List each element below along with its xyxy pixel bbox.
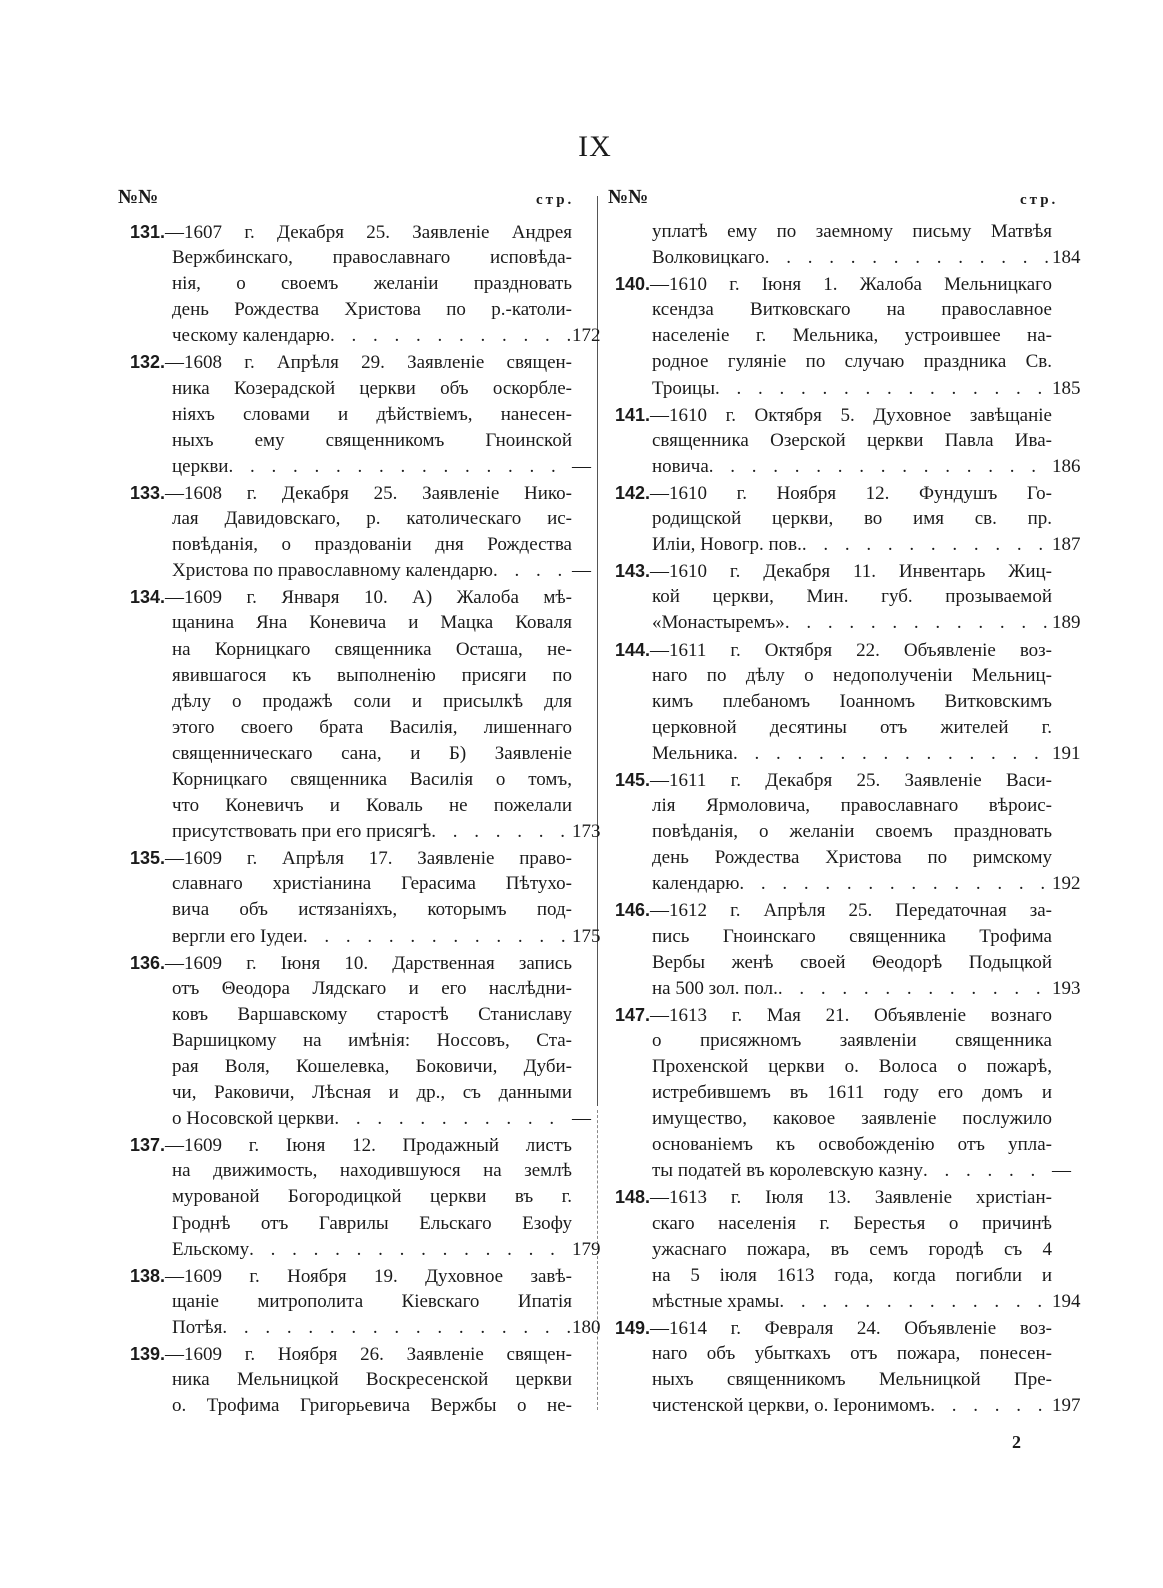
toc-line xyxy=(130,1028,582,1054)
dot-leader xyxy=(715,376,1052,402)
toc-line xyxy=(130,741,582,767)
entry-text: церковной десятины отъ жителей г. xyxy=(652,716,1052,738)
entry-text: церкви xyxy=(172,455,229,477)
toc-line xyxy=(130,219,582,245)
entry-text: что Коневичъ и Коваль не пожелали xyxy=(172,795,572,817)
toc-entry xyxy=(130,480,591,584)
toc-line xyxy=(130,845,582,871)
toc-line xyxy=(615,323,1070,349)
toc-line xyxy=(130,402,582,428)
entry-number: 147. xyxy=(615,1004,651,1025)
dot-leader xyxy=(249,1237,572,1263)
entry-number: 135. xyxy=(130,848,166,869)
toc-line xyxy=(615,976,1081,1002)
entry-text: —1609 г. Іюня 10. Дарственная запись xyxy=(165,952,572,974)
entry-text: Троицы xyxy=(652,377,715,399)
toc-line xyxy=(615,428,1070,454)
entry-text: славнаго христіанина Герасима Пѣтухо- xyxy=(172,873,572,895)
entry-text: о присяжномъ заявленіи священника xyxy=(652,1029,1052,1051)
entry-text: —1613 г. Мая 21. Объявленіе вознаго xyxy=(650,1004,1052,1026)
entry-text: наго по дѣлу о недополученіи Мельниц- xyxy=(652,664,1052,686)
entry-text: о. Трофима Григорьевича Вержбы о не- xyxy=(172,1395,572,1417)
toc-entry xyxy=(615,767,1081,897)
entry-text: повѣданія, о желаніи своемъ праздновать xyxy=(652,821,1052,843)
toc-line xyxy=(615,610,1081,636)
toc-line xyxy=(615,1132,1070,1158)
entry-text: Мельника xyxy=(652,742,733,764)
entry-number: 132. xyxy=(130,352,166,373)
toc-entry xyxy=(615,897,1081,1001)
page-number: 197 xyxy=(1052,1395,1081,1417)
dot-leader xyxy=(431,819,572,845)
page-number: 185 xyxy=(1052,377,1081,399)
toc-line xyxy=(130,558,591,584)
entry-text: —1608 г. Декабря 25. Заявленіе Нико- xyxy=(165,482,572,504)
toc-line xyxy=(130,1002,582,1028)
dot-leader xyxy=(778,976,1052,1002)
toc-entry xyxy=(615,1002,1070,1185)
toc-line xyxy=(615,715,1070,741)
toc-line xyxy=(130,871,582,897)
toc-line xyxy=(615,1289,1081,1315)
toc-line xyxy=(615,637,1070,663)
page-number: — xyxy=(1052,1160,1071,1182)
entry-number: 148. xyxy=(615,1187,651,1208)
toc-line xyxy=(130,715,582,741)
left-page-header: стр. xyxy=(536,192,575,208)
entry-text: —1611 г. Октября 22. Объявленіе воз- xyxy=(650,639,1052,661)
toc-line xyxy=(615,741,1081,767)
entry-text: повѣданія, о праздованіи дня Рождества xyxy=(172,534,572,556)
entry-text: день Рождества Христова по р.-католи- xyxy=(172,299,572,321)
entry-number: 144. xyxy=(615,639,651,660)
entry-text: родное гуляніе по случаю праздника Св. xyxy=(652,351,1052,373)
toc-line xyxy=(130,793,582,819)
toc-line xyxy=(615,349,1070,375)
toc-entry xyxy=(130,1132,601,1262)
toc-line xyxy=(130,689,582,715)
entry-text: ника Мельницкой Воскресенской церкви xyxy=(172,1369,572,1391)
toc-line xyxy=(615,689,1070,715)
toc-line xyxy=(615,1237,1070,1263)
toc-line xyxy=(615,480,1070,506)
toc-entry xyxy=(130,584,601,845)
entry-number: 146. xyxy=(615,900,651,921)
entry-number: 138. xyxy=(130,1265,166,1286)
dot-leader xyxy=(739,871,1052,897)
dot-leader xyxy=(709,454,1052,480)
toc-line xyxy=(615,897,1070,923)
entry-text: священника Озерской церкви Павла Ива- xyxy=(652,429,1052,451)
toc-line xyxy=(615,663,1070,689)
entry-text: щаніе митрополита Кіевскаго Ипатія xyxy=(172,1290,572,1312)
toc-entry xyxy=(615,1184,1081,1314)
toc-line xyxy=(615,402,1070,428)
toc-entry xyxy=(130,219,601,349)
toc-line xyxy=(615,1158,1070,1184)
toc-line xyxy=(130,245,582,271)
right-number-header: №№ xyxy=(608,186,649,208)
toc-line xyxy=(615,1211,1070,1237)
entry-text: скаго населенія г. Берестья о причинѣ xyxy=(652,1212,1052,1234)
toc-line xyxy=(615,1315,1070,1341)
toc-line xyxy=(615,793,1070,819)
dot-leader xyxy=(733,741,1052,767)
toc-line xyxy=(615,1028,1070,1054)
entry-text: кимъ плебаномъ Іоанномъ Витковскимъ xyxy=(652,690,1052,712)
dot-leader xyxy=(334,1106,572,1132)
right-page-header: стр. xyxy=(1020,192,1059,208)
dot-leader xyxy=(930,1393,1052,1419)
left-column xyxy=(130,219,601,1419)
entry-text: ковъ Варшавскому старостѣ Станиславу xyxy=(172,1003,572,1025)
entry-text: ксендза Витковскаго на православное xyxy=(652,299,1052,321)
toc-line xyxy=(130,323,601,349)
toc-entry xyxy=(615,219,1081,271)
entry-text: —1609 г. Іюня 12. Продажный листъ xyxy=(165,1135,572,1157)
entry-text: уплатѣ ему по заемному письму Матвѣя xyxy=(652,221,1052,242)
toc-line xyxy=(615,767,1070,793)
toc-line xyxy=(130,610,582,636)
toc-line xyxy=(130,376,582,402)
toc-line xyxy=(615,845,1070,871)
entry-text: Гроднѣ отъ Гаврилы Ельскаго Езофу xyxy=(172,1212,572,1234)
page-number: 193 xyxy=(1052,977,1081,999)
entry-text: —1614 г. Февраля 24. Объявленіе воз- xyxy=(650,1317,1052,1339)
entry-text: о Носовской церкви xyxy=(172,1108,335,1130)
entry-number: 145. xyxy=(615,769,651,790)
signature-mark: 2 xyxy=(1012,1432,1021,1452)
entry-text: —1610 г. Іюня 1. Жалоба Мельницкаго xyxy=(650,274,1052,296)
page-number: — xyxy=(572,455,591,477)
dot-leader xyxy=(765,245,1052,271)
entry-text: —1607 г. Декабря 25. Заявленіе Андрея xyxy=(165,222,572,243)
toc-line xyxy=(130,297,582,323)
toc-line xyxy=(130,454,591,480)
toc-line xyxy=(615,1367,1070,1393)
toc-line xyxy=(130,1367,582,1393)
toc-line xyxy=(615,376,1081,402)
entry-text: ужаснаго пожара, въ семъ городѣ съ 4 xyxy=(652,1238,1052,1260)
page-number: 189 xyxy=(1052,612,1081,634)
dot-leader xyxy=(779,1289,1052,1315)
entry-text: —1609 г. Ноября 19. Духовное завѣ- xyxy=(165,1265,572,1287)
toc-entry xyxy=(615,402,1081,480)
entry-text: чи, Раковичи, Лѣсная и др., съ данными xyxy=(172,1082,572,1104)
page-number: 175 xyxy=(572,925,601,947)
toc-line xyxy=(130,1184,582,1210)
entry-text: Прохенской церкви о. Волоса о пожарѣ, xyxy=(652,1056,1052,1077)
entry-text: ніяхъ словами и дѣйствіемъ, нанесен- xyxy=(172,403,572,425)
entry-text: на движимость, находившуюся на землѣ xyxy=(172,1160,572,1182)
dot-leader xyxy=(222,1315,572,1341)
entry-text: основаніемъ къ освобожденію отъ упла- xyxy=(652,1134,1052,1156)
toc-line xyxy=(130,663,582,689)
toc-line xyxy=(615,1393,1081,1419)
toc-line xyxy=(615,1054,1070,1080)
entry-text: Вержбинскаго, православнаго исповѣда- xyxy=(172,247,572,269)
entry-text: лая Давидовскаго, р. католическаго ис- xyxy=(172,508,572,530)
entry-text: Ельскому xyxy=(172,1238,250,1260)
entry-text: календарю xyxy=(652,873,740,895)
entry-number: 143. xyxy=(615,561,651,582)
entry-text: день Рождества Христова по римскому xyxy=(652,847,1052,869)
toc-line xyxy=(615,1263,1070,1289)
entry-number: 133. xyxy=(130,482,166,503)
entry-text: новича xyxy=(652,455,709,477)
entry-text: —1612 г. Апрѣля 25. Передаточная за- xyxy=(650,900,1052,922)
entry-number: 141. xyxy=(615,404,651,425)
toc-entry xyxy=(615,480,1081,558)
entry-text: —1611 г. Декабря 25. Заявленіе Васи- xyxy=(650,769,1052,791)
toc-entry xyxy=(615,637,1081,767)
toc-entry xyxy=(130,1263,601,1341)
toc-line xyxy=(615,219,1070,245)
toc-line xyxy=(615,454,1081,480)
toc-entry xyxy=(130,950,591,1133)
toc-line xyxy=(615,1341,1070,1367)
toc-line xyxy=(130,1263,582,1289)
toc-line xyxy=(130,1080,582,1106)
toc-line xyxy=(130,1211,582,1237)
entry-text: вича объ истязаніяхъ, которымъ под- xyxy=(172,899,572,921)
entry-text: —1610 г. Декабря 11. Инвентарь Жиц- xyxy=(650,561,1052,583)
entry-text: пись Гноинскаго священника Трофима xyxy=(652,925,1052,947)
toc-line xyxy=(130,1158,582,1184)
toc-line xyxy=(615,1080,1070,1106)
entry-text: лія Ярмоловича, православнаго вѣроис- xyxy=(652,795,1052,817)
toc-line xyxy=(130,1054,582,1080)
toc-line xyxy=(130,1132,582,1158)
page-number: 186 xyxy=(1052,455,1081,477)
toc-line xyxy=(130,349,582,375)
toc-line xyxy=(130,950,582,976)
entry-text: Корницкаго священника Василія о томъ, xyxy=(172,768,572,790)
page-number: 194 xyxy=(1052,1290,1081,1312)
entry-text: кой церкви, Мин. губ. прозываемой xyxy=(652,586,1052,608)
toc-line xyxy=(130,637,582,663)
page-number: 172 xyxy=(572,325,601,347)
entry-text: —1610 г. Октября 5. Духовное завѣщаніе xyxy=(650,404,1052,426)
entry-text: этого своего брата Василія, лишеннаго xyxy=(172,716,572,738)
entry-text: ты податей въ королевскую казну xyxy=(652,1160,923,1182)
entry-text: истребившемъ въ 1611 году его домъ и xyxy=(652,1082,1052,1104)
entry-text: ника Козерадской церкви объ оскорбле- xyxy=(172,377,572,399)
toc-line xyxy=(130,480,582,506)
toc-line xyxy=(615,506,1070,532)
entry-text: Варшицкому на имѣнія: Носсовъ, Ста- xyxy=(172,1029,572,1051)
toc-line xyxy=(615,271,1070,297)
entry-text: присутствовать при его присягѣ xyxy=(172,821,432,843)
toc-line xyxy=(130,506,582,532)
entry-text: Волковицкаго xyxy=(652,247,765,269)
entry-text: на 5 іюля 1613 года, когда погибли и xyxy=(652,1264,1052,1286)
toc-line xyxy=(615,1184,1070,1210)
entry-text: чистенской церкви, о. Іеронимомъ xyxy=(652,1395,931,1417)
toc-line xyxy=(130,1315,601,1341)
toc-line xyxy=(130,897,582,923)
toc-line xyxy=(130,1341,582,1367)
page-number: 187 xyxy=(1052,534,1081,556)
toc-line xyxy=(130,1237,601,1263)
entry-number: 140. xyxy=(615,274,651,295)
toc-line xyxy=(615,950,1070,976)
toc-line xyxy=(130,976,582,1002)
entry-text: родищской церкви, во имя св. пр. xyxy=(652,508,1052,530)
entry-text: явившагося къ выполненію присяги по xyxy=(172,664,572,686)
toc-line xyxy=(615,558,1070,584)
entry-number: 134. xyxy=(130,587,166,608)
page-number: 180 xyxy=(572,1316,601,1338)
toc-entry xyxy=(615,1315,1081,1419)
toc-entry xyxy=(130,1341,582,1419)
toc-line xyxy=(615,1002,1070,1028)
dot-leader xyxy=(785,610,1052,636)
page-number: 173 xyxy=(572,821,601,843)
entry-text: мурованой Богородицкой церкви въ г. xyxy=(172,1186,572,1208)
entry-text: на Корницкаго священника Осташа, не- xyxy=(172,638,572,660)
toc-line xyxy=(130,428,582,454)
entry-text: —1608 г. Апрѣля 29. Заявленіе священ- xyxy=(165,352,572,374)
toc-line xyxy=(615,1106,1070,1132)
entry-number: 137. xyxy=(130,1135,166,1156)
entry-number: 131. xyxy=(130,222,166,242)
entry-number: 142. xyxy=(615,482,651,503)
entry-number: 139. xyxy=(130,1344,166,1365)
toc-line xyxy=(615,297,1070,323)
right-column xyxy=(615,219,1081,1419)
toc-entry xyxy=(130,845,601,949)
dot-leader xyxy=(228,454,572,480)
entry-text: мѣстные храмы xyxy=(652,1290,780,1312)
toc-line xyxy=(615,819,1070,845)
toc-line xyxy=(130,271,582,297)
page-number: 192 xyxy=(1052,873,1081,895)
toc-line xyxy=(130,1289,582,1315)
entry-text: рая Воля, Кошелевка, Боковичи, Дуби- xyxy=(172,1056,572,1077)
left-number-header: №№ xyxy=(118,186,159,208)
toc-entry xyxy=(130,349,591,479)
toc-entry xyxy=(615,558,1081,636)
page-number: 184 xyxy=(1052,247,1081,269)
entry-text: —1609 г. Ноября 26. Заявленіе священ- xyxy=(165,1344,572,1366)
entry-text: «Монастыремъ» xyxy=(652,612,785,634)
entry-text: нія, о своемъ желаніи праздновать xyxy=(172,273,572,295)
entry-text: Иліи, Новогр. пов. xyxy=(652,534,802,556)
entry-text: Вербы женѣ своей Θеодорѣ Подыцкой xyxy=(652,951,1052,973)
entry-text: вергли его Іудеи xyxy=(172,925,303,947)
dot-leader xyxy=(330,323,572,349)
entry-text: —1613 г. Іюля 13. Заявленіе христіан- xyxy=(650,1187,1052,1209)
entry-text: населеніе г. Мельника, устроившее на- xyxy=(652,325,1052,347)
toc-line xyxy=(615,871,1081,897)
dot-leader xyxy=(303,924,572,950)
page-number: — xyxy=(572,1108,591,1130)
entry-text: щанина Яна Коневича и Мацка Коваля xyxy=(172,612,572,634)
toc-line xyxy=(130,1393,582,1419)
entry-text: ныхъ священникомъ Мельницкой Пре- xyxy=(652,1369,1052,1391)
entry-text: ческому календарю xyxy=(172,325,330,347)
page-number: 191 xyxy=(1052,742,1081,764)
page-number: 179 xyxy=(572,1238,601,1260)
entry-text: Потѣя xyxy=(172,1316,223,1338)
toc-line xyxy=(130,819,601,845)
entry-text: имущество, каковое заявленіе послужило xyxy=(652,1108,1052,1130)
toc-line xyxy=(615,924,1070,950)
dot-leader xyxy=(923,1158,1052,1184)
entry-text: отъ Θеодора Лядскаго и его наслѣдни- xyxy=(172,977,572,999)
page-number: — xyxy=(572,560,591,582)
entry-text: наго объ убыткахъ отъ пожара, понесен- xyxy=(652,1343,1052,1365)
toc-line xyxy=(615,584,1070,610)
page-folio: IX xyxy=(578,130,612,163)
entry-text: ныхъ ему священникомъ Гноинской xyxy=(172,429,572,451)
dot-leader xyxy=(493,558,572,584)
entry-text: —1609 г. Января 10. А) Жалоба мѣ- xyxy=(165,587,572,609)
entry-number: 136. xyxy=(130,952,166,973)
toc-line xyxy=(130,1106,591,1132)
entry-number: 149. xyxy=(615,1317,651,1338)
toc-line xyxy=(615,245,1081,271)
entry-text: —1610 г. Ноября 12. Фундушъ Го- xyxy=(650,482,1052,504)
toc-line xyxy=(130,584,582,610)
toc-line xyxy=(130,532,582,558)
entry-text: священническаго сана, и Б) Заявленіе xyxy=(172,742,572,764)
toc-entry xyxy=(615,271,1081,401)
toc-line xyxy=(615,532,1081,558)
entry-text: дѣлу о продажѣ соли и присылкѣ для xyxy=(172,690,572,712)
entry-text: Христова по православному календарю xyxy=(172,560,493,582)
toc-line xyxy=(130,924,601,950)
toc-line xyxy=(130,767,582,793)
entry-text: —1609 г. Апрѣля 17. Заявленіе право- xyxy=(165,848,572,870)
entry-text: на 500 зол. пол. xyxy=(652,977,778,999)
dot-leader xyxy=(802,532,1052,558)
